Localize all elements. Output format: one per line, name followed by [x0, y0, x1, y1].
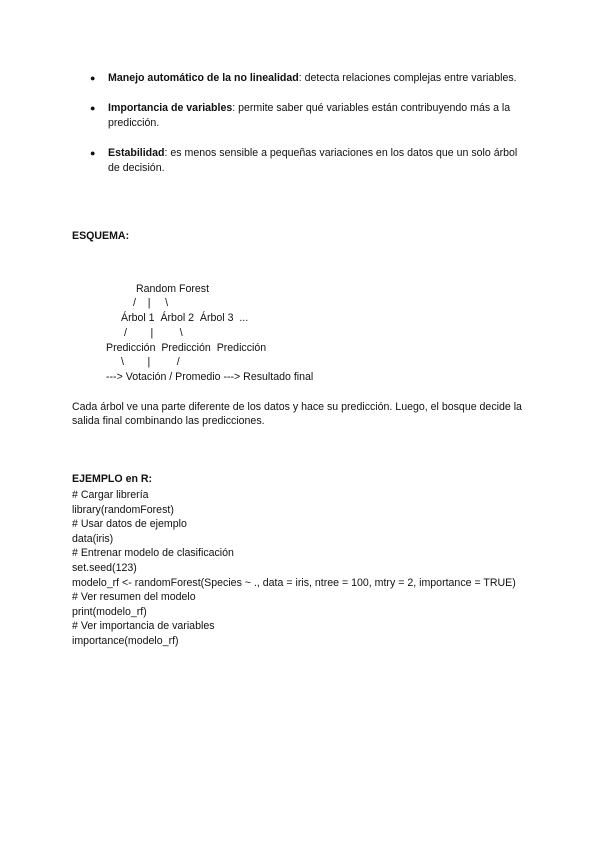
code-line: print(modelo_rf)	[72, 605, 147, 618]
example-heading: EJEMPLO en R:	[72, 473, 153, 485]
code-line: set.seed(123)	[72, 561, 137, 574]
diagram-branches-bottom: \ | /	[121, 356, 180, 368]
code-comment: # Cargar librería	[72, 489, 149, 501]
bullet-term: Importancia de variables	[108, 102, 233, 114]
diagram-predictions: Predicción Predicción Predicción	[106, 342, 267, 354]
schema-caption: Cada árbol ve una parte diferente de los datos y hace su predicción. Luego, el bosque decide la salida final combinando las predicciones.	[72, 401, 522, 427]
bullet-text: : permite saber qué variables están contribuyendo más a la predicción.	[108, 102, 511, 129]
list-item	[90, 101, 530, 131]
advantages-list	[90, 71, 530, 191]
diagram-branches-mid: / | \	[124, 327, 183, 339]
code-line: library(randomForest)	[72, 503, 174, 516]
list-item	[90, 71, 530, 86]
bullet-text: : detecta relaciones complejas entre variables.	[298, 72, 517, 84]
code-comment: # Usar datos de ejemplo	[72, 518, 187, 531]
code-line: data(iris)	[72, 532, 114, 545]
bullet-term: Estabilidad	[108, 147, 165, 159]
code-comment: # Ver resumen del modelo	[72, 591, 196, 604]
bullet-term: Manejo automático de la no linealidad	[108, 72, 299, 84]
bullet-icon: ●	[90, 148, 96, 158]
list-item	[90, 146, 530, 176]
diagram-trees: Árbol 1 Árbol 2 Árbol 3 ...	[121, 312, 249, 324]
bullet-icon: ●	[90, 73, 96, 83]
bullet-text: : es menos sensible a pequeñas variaciones en los datos que un solo árbol de decisión.	[108, 147, 518, 174]
code-line: modelo_rf <- randomForest(Species ~ ., data = iris, ntree = 100, mtry = 2, importance = TRUE)	[72, 576, 516, 589]
bullet-icon: ●	[90, 103, 96, 113]
diagram-title: Random Forest	[136, 283, 210, 295]
diagram-result: ---> Votación / Promedio ---> Resultado final	[106, 371, 314, 383]
code-comment: # Ver importancia de variables	[72, 620, 215, 633]
code-comment: # Entrenar modelo de clasificación	[72, 547, 234, 560]
diagram-branches-top: / | \	[133, 297, 169, 309]
schema-heading: ESQUEMA:	[72, 230, 130, 242]
code-line: importance(modelo_rf)	[72, 634, 179, 647]
code-block	[72, 488, 542, 649]
